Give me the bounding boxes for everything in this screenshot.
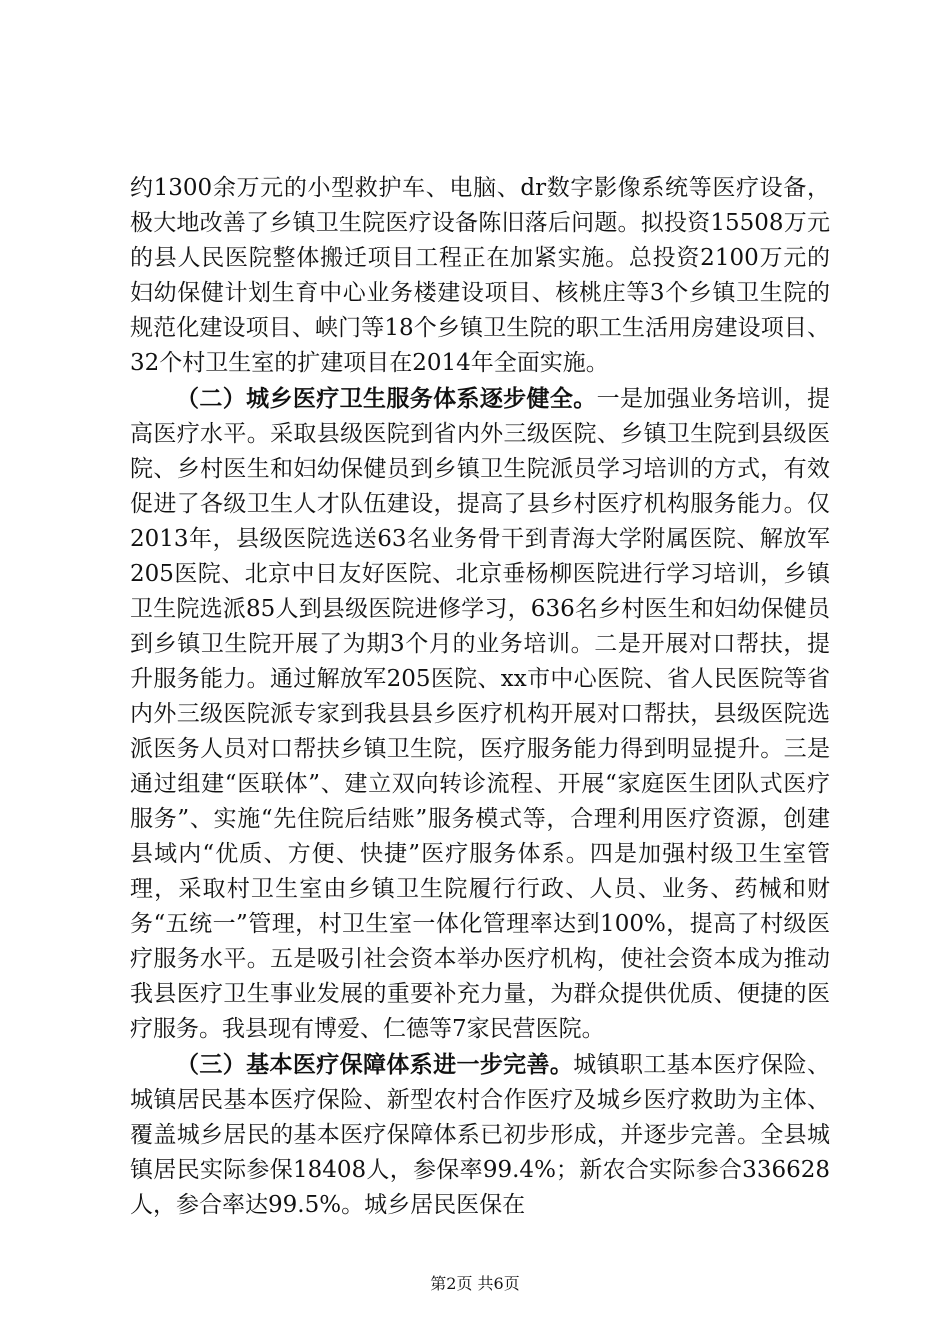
- section-heading-three: （三）基本医疗保障体系进一步完善。: [176, 1051, 574, 1078]
- paragraph-text: 城镇职工基本医疗保险、城镇居民基本医疗保险、新型农村合作医疗及城乡医疗救助为主体、覆盖城乡居民的基本医疗保障体系已初步形成，并逐步完善。全县城镇居民实际参保18408人，参保率99.4%；新农合实际参合336628人，参合率达99.5%。城乡居民医保在: [130, 1052, 831, 1218]
- document-body: [130, 170, 830, 1223]
- paragraph-service-system: [130, 381, 830, 1047]
- section-heading-two: （二）城乡医疗卫生服务体系逐步健全。: [176, 385, 597, 412]
- page-footer: [0, 1274, 950, 1294]
- paragraph-project-investment: [130, 170, 830, 381]
- paragraph-text: 一是加强业务培训，提高医疗水平。采取县级医院到省内外三级医院、乡镇卫生院到县级医院、乡村医生和妇幼保健员到乡镇卫生院派员学习培训的方式，有效促进了各级卫生人才队伍建设，提高了县乡村医疗机构服务能力。仅2013年，县级医院选送63名业务骨干到青海大学附属医院、解放军205医院、北京中日友好医院、北京垂杨柳医院进行学习培训，乡镇卫生院选派85人到县级医院进修学习，636名乡村医生和妇幼保健员到乡镇卫生院开展了为期3个月的业务培训。二是开展对口帮扶，提升服务能力。通过解放军205医院、xx市中心医院、省人民医院等省内外三级医院派专家到我县县乡医疗机构开展对口帮扶，县级医院选派医务人员对口帮扶乡镇卫生院，医疗服务能力得到明显提升。三是通过组建“医联体”、建立双向转诊流程、开展“家庭医生团队式医疗服务”、实施“先住院后结账”服务模式等，合理利用医疗资源，创建县域内“优质、方便、快捷”医疗服务体系。四是加强村级卫生室管理，采取村卫生室由乡镇卫生院履行行政、人员、业务、药械和财务“五统一”管理，村卫生室一体化管理率达到100%，提高了村级医疗服务水平。五是吸引社会资本举办医疗机构，使社会资本成为推动我县医疗卫生事业发展的重要补充力量，为群众提供优质、便捷的医疗服务。我县现有博爱、仁德等7家民营医院。: [130, 386, 831, 1042]
- paragraph-text: 约1300余万元的小型救护车、电脑、dr数字影像系统等医疗设备，极大地改善了乡镇卫生院医疗设备陈旧落后问题。拟投资15508万元的县人民医院整体搬迁项目工程正在加紧实施。总投资2100万元的妇幼保健计划生育中心业务楼建设项目、核桃庄等3个乡镇卫生院的规范化建设项目、峡门等18个乡镇卫生院的职工生活用房建设项目、32个村卫生室的扩建项目在2014年全面实施。: [130, 175, 830, 376]
- paragraph-insurance-system: [130, 1047, 830, 1223]
- page-number: 第2页 共6页: [430, 1274, 520, 1293]
